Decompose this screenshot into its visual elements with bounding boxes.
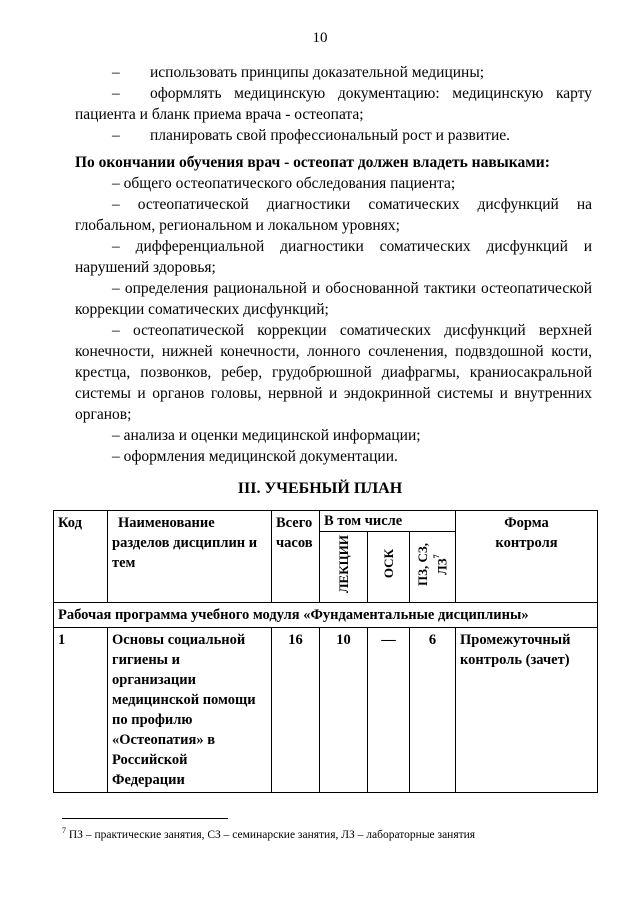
footnote (62, 826, 475, 841)
skill-item: – общего остеопатического обследования пациента; (112, 175, 456, 192)
header-total (272, 511, 320, 603)
header-name (108, 511, 272, 603)
skill-item: – остеопатической коррекции соматических дисфункций верхней (112, 322, 592, 339)
header-form (456, 511, 598, 603)
header-pz-sz-lz (410, 532, 456, 603)
header-form-line: Форма (504, 515, 549, 531)
list-item-text: пациента и бланк приема врача - остеопата; (75, 106, 364, 123)
skill-item-cont: крестца, позвонков, ребер, грудобрюшной диафрагмы, краниосакральной (75, 364, 592, 381)
row-code: 1 (54, 628, 108, 793)
header-name-line: тем (112, 555, 136, 571)
footnote-text: ПЗ – практические занятия, СЗ – семинарские занятия, ЛЗ – лабораторные занятия (66, 828, 476, 841)
skill-item: – оформления медицинской документации. (112, 448, 398, 465)
module-row (54, 603, 598, 628)
header-name-line: Наименование (118, 515, 215, 531)
row-pz: 6 (410, 628, 456, 793)
row-name-line: Федерации (112, 772, 185, 788)
table-header-row (54, 511, 598, 532)
list-item-text: планировать свой профессиональный рост и развитие. (150, 127, 510, 144)
footnote-ref: 7 (431, 553, 441, 558)
header-including: В том числе (320, 511, 456, 532)
header-lz: ЛЗ (434, 557, 450, 575)
row-name-line: Основы социальной (112, 632, 246, 648)
row-name (108, 628, 272, 793)
row-name-line: гигиены и (112, 652, 180, 668)
skill-item-cont: нарушений здоровья; (75, 259, 216, 276)
row-name-line: по профилю (112, 712, 193, 728)
row-control-line: Промежуточный (460, 632, 571, 648)
list-dash: – (112, 127, 120, 144)
skill-item-cont: коррекции соматических дисфункций; (75, 301, 329, 318)
page-number: 10 (312, 30, 328, 46)
footnote-separator (62, 818, 228, 819)
row-name-line: Российской (112, 752, 188, 768)
skill-item-cont: конечности, нижней конечности, лонного сочленения, подвздошной кости, (75, 343, 592, 360)
list-item-text: оформлять медицинскую документацию: медицинскую карту (150, 85, 592, 102)
row-lectures: 10 (320, 628, 368, 793)
skill-item: – определения рациональной и обоснованной тактики остеопатической (112, 280, 592, 297)
row-name-line: организации (112, 672, 196, 688)
row-control (456, 628, 598, 793)
skill-item: – остеопатической диагностики соматических дисфункций на (112, 196, 592, 213)
header-code: Код (54, 511, 108, 603)
row-control-line: контроль (зачет) (460, 652, 570, 668)
list-dash: – (112, 64, 120, 81)
header-lectures: ЛЕКЦИИ (320, 532, 368, 603)
header-total-line: часов (276, 535, 313, 551)
header-pz-sz: ПЗ, СЗ, (414, 542, 430, 586)
module-title: Рабочая программа учебного модуля «Фундаментальные дисциплины» (54, 603, 598, 628)
header-osk: ОСК (368, 532, 410, 603)
skill-item-cont: системы и органов головы, нервной и эндокринной системы и внутренних (75, 385, 592, 402)
list-item-text: использовать принципы доказательной медицины; (150, 64, 485, 81)
row-name-line: медицинской помощи (112, 692, 256, 708)
skill-item: – дифференциальной диагностики соматических дисфункций и (112, 238, 592, 255)
row-osk: — (368, 628, 410, 793)
header-form-line: контроля (495, 535, 558, 551)
row-name-line: «Остеопатия» в (112, 732, 216, 748)
row-total: 16 (272, 628, 320, 793)
header-total-line: Всего (276, 515, 313, 531)
skill-item: – анализа и оценки медицинской информации; (112, 427, 421, 444)
table-row (54, 628, 598, 793)
footnote-mark: 7 (62, 826, 66, 835)
skill-item-cont: органов; (75, 406, 132, 423)
header-name-line: разделов дисциплин и (112, 535, 258, 551)
curriculum-table (53, 510, 598, 793)
list-dash: – (112, 85, 120, 102)
section-title: III. УЧЕБНЫЙ ПЛАН (237, 480, 403, 497)
skills-heading: По окончании обучения врач - остеопат должен владеть навыками: (75, 154, 550, 171)
skill-item-cont: глобальном, региональном и локальном уровнях; (75, 217, 400, 234)
